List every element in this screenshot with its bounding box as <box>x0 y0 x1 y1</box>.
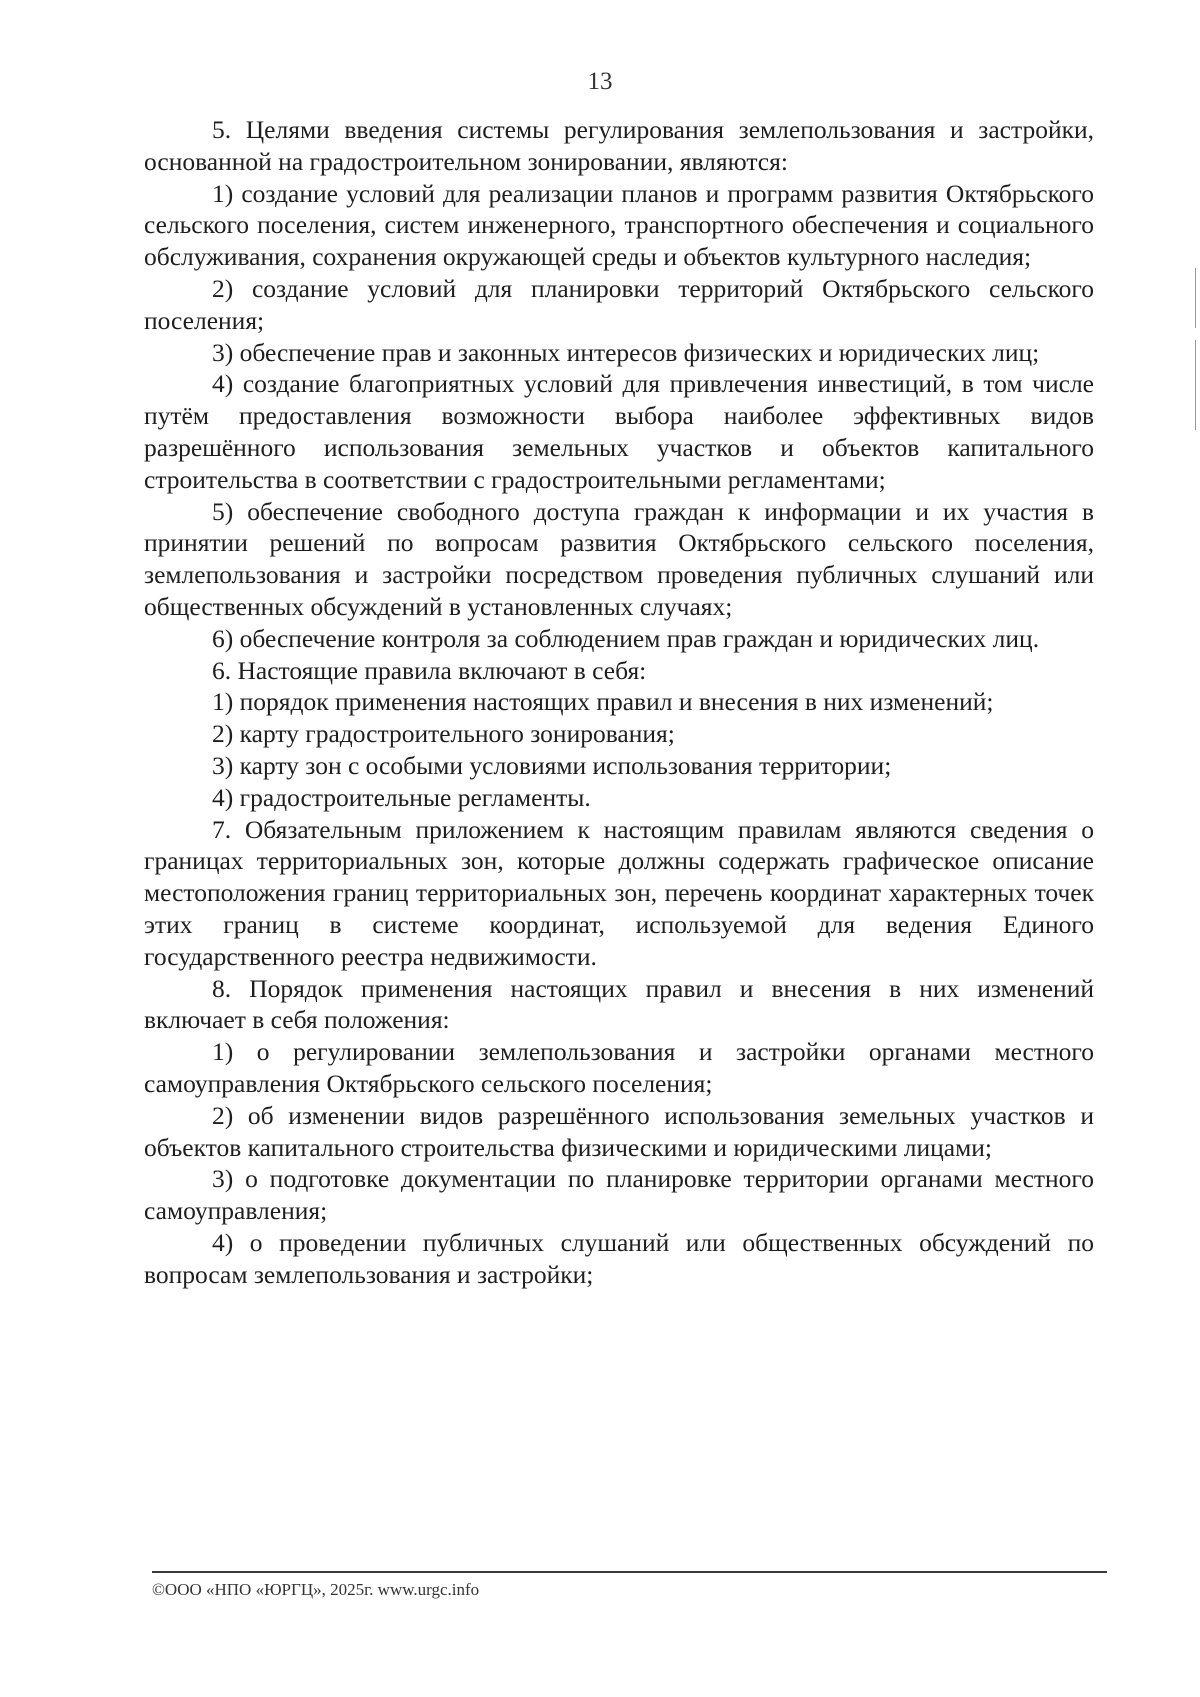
paragraph-5-item-6: 6) обеспечение контроля за соблюдением прав граждан и юридических лиц. <box>212 623 1040 653</box>
paragraph-6-item-1: 1) порядок применения настоящих правил и внесения в них изменений; <box>212 687 994 717</box>
paragraph-5: 5. Целями введения системы регулирования землепользования и застройки, основанной на градостроительном зонировании, являются: <box>144 115 1094 176</box>
paragraph-5-item-1: 1) создание условий для реализации планов и программ развития Октябрьского сельского поселения, систем инженерного, транспортного обеспечения и социального обслуживания, сохранения окружающей среды и объектов культурного наследия; <box>144 178 1094 272</box>
paragraph-8-item-1: 1) о регулировании землепользования и застройки органами местного самоуправления Октябрьского сельского поселения; <box>144 1037 1094 1098</box>
paragraph-5-item-4: 4) создание благоприятных условий для привлечения инвестиций, в том числе путём предоставления возможности выбора наиболее эффективных видов разрешённого использования земельных участков и объектов капитального строительства в соответствии с градостроительными регламентами; <box>144 369 1094 494</box>
footer-copyright: ©ООО «НПО «ЮРГЦ», 2025г. www.urgc.info <box>152 1580 480 1599</box>
scan-edge-mark <box>1195 340 1196 430</box>
paragraph-7: 7. Обязательным приложением к настоящим правилам являются сведения о границах территориальных зон, которые должны содержать графическое описание местоположения границ территориальных зон, перечень координат характерных точек этих границ в системе координат, используемой для ведения Единого государственного реестра недвижимости. <box>144 814 1094 971</box>
footer-divider <box>152 1571 1107 1573</box>
paragraph-6-item-2: 2) карту градостроительного зонирования; <box>212 719 675 749</box>
paragraph-8: 8. Порядок применения настоящих правил и внесения в них изменений включает в себя положения: <box>144 973 1094 1035</box>
paragraph-5-item-5: 5) обеспечение свободного доступа граждан к информации и их участия в принятии решений по вопросам развития Октябрьского сельского поселения, землепользования и застройки посредством проведения публичных слушаний или общественных обсуждений в установленных случаях; <box>144 496 1094 621</box>
page-number: 13 <box>587 68 613 95</box>
scan-edge-mark <box>1195 268 1196 328</box>
paragraph-8-item-2: 2) об изменении видов разрешённого использования земельных участков и объектов капитального строительства физическими и юридическими лицами; <box>144 1100 1094 1162</box>
paragraph-5-item-2: 2) создание условий для планировки территорий Октябрьского сельского поселения; <box>144 273 1094 335</box>
paragraph-6: 6. Настоящие правила включают в себя: <box>212 655 647 685</box>
paragraph-8-item-4: 4) о проведении публичных слушаний или общественных обсуждений по вопросам землепользования и застройки; <box>144 1227 1094 1289</box>
document-body <box>144 114 1094 1290</box>
paragraph-6-item-3: 3) карту зон с особыми условиями использования территории; <box>212 750 892 780</box>
paragraph-8-item-3: 3) о подготовке документации по планировке территории органами местного самоуправления; <box>144 1164 1094 1226</box>
paragraph-5-item-3: 3) обеспечение прав и законных интересов физических и юридических лиц; <box>212 337 1040 367</box>
paragraph-6-item-4: 4) градостроительные регламенты. <box>212 782 591 812</box>
